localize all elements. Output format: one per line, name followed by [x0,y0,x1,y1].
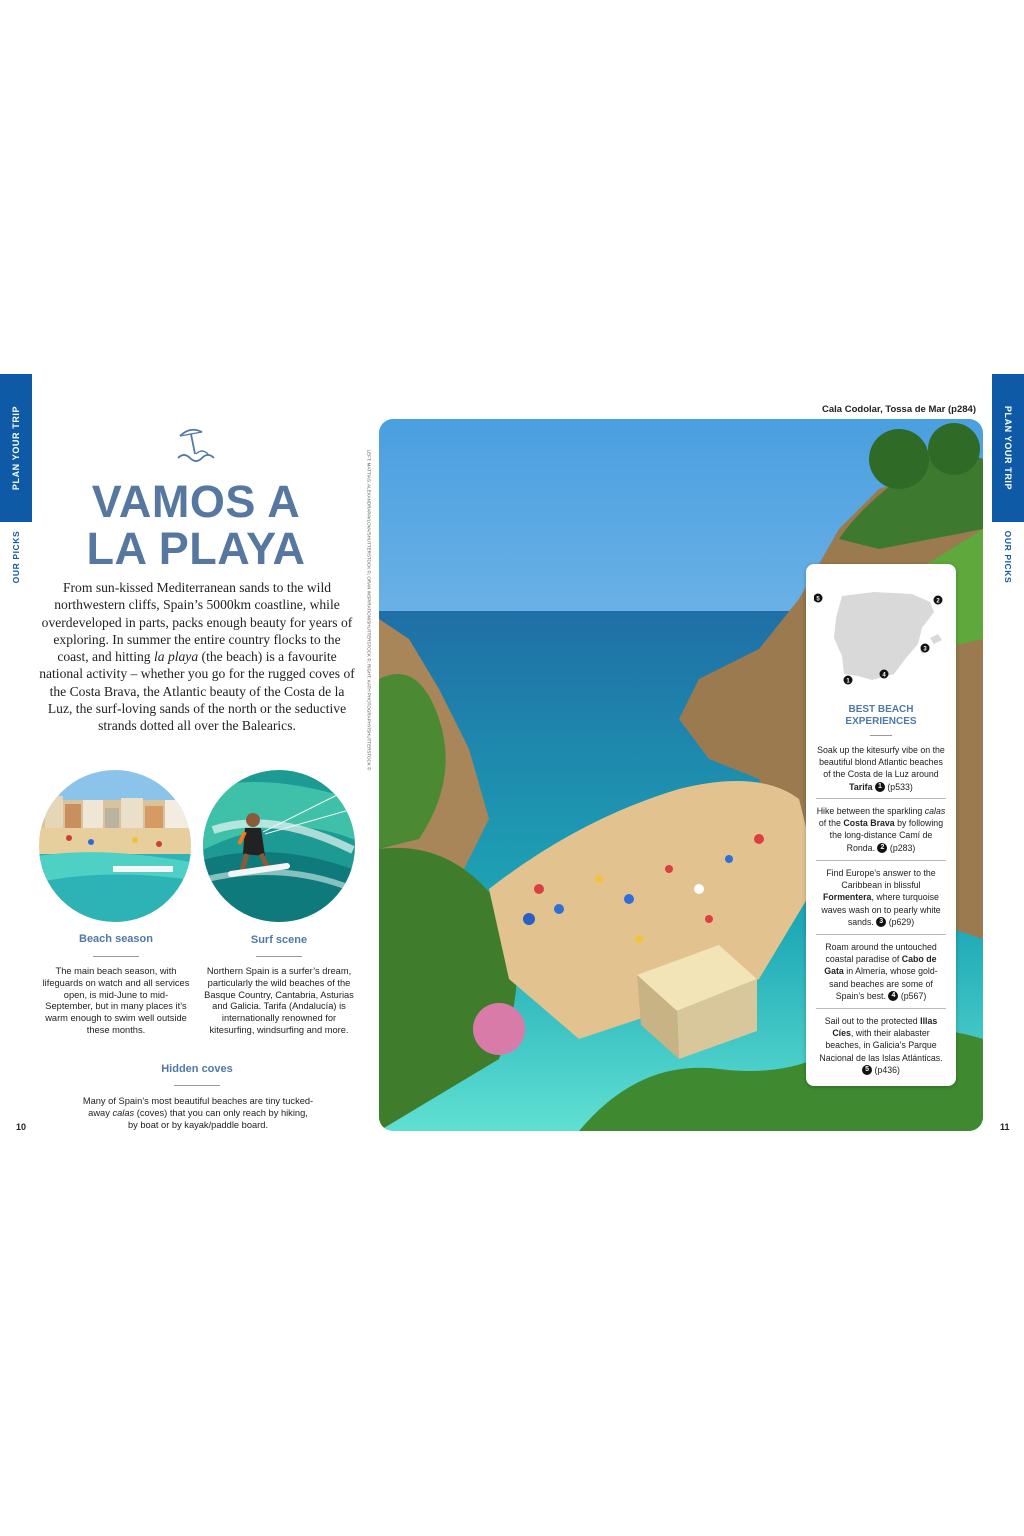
photo-credit [364,440,374,780]
number-badge-icon: 1 [875,782,885,792]
number-badge-icon: 5 [862,1065,872,1075]
experience-page-ref: (p283) [887,842,916,853]
map-marker-label: 2 [936,598,940,605]
experience-item [816,744,946,793]
side-tab-left [0,374,32,522]
experience-text: Roam around the untouched coastal paradise of [825,942,937,965]
map-marker-label: 5 [816,596,820,603]
title-line-1: VAMOS A [91,476,301,527]
experience-text: of the [818,818,844,829]
experience-item [816,867,946,928]
box-title-line-1: BEST BEACH [848,704,914,715]
side-tab-label: PLAN YOUR TRIP [11,405,21,491]
divider [174,1085,220,1086]
experience-text: in Almería, whose gold-sand beaches are some of Spain’s best. [829,966,938,1001]
side-tab-label: PLAN YOUR TRIP [1003,405,1013,491]
beach-umbrella-icon [176,424,216,462]
number-badge-icon: 4 [888,991,898,1001]
intro-paragraph [38,579,356,735]
divider [870,735,892,736]
experience-place: Costa Brava [843,818,895,829]
divider [816,860,946,861]
map-marker-label: 3 [923,646,927,653]
box-title-line-2: EXPERIENCES [845,716,917,727]
experience-text: , with their alabaster beaches, in Galicia’s Parque Nacional de las Islas Atlánticas. [819,1028,943,1063]
number-badge-icon: 3 [876,917,886,927]
side-sub-label: OUR PICKS [11,530,21,584]
experience-page-ref: (p436) [872,1064,900,1075]
side-tab-right [992,374,1024,522]
divider [93,956,139,957]
divider [816,1008,946,1009]
experience-text: Soak up the kitesurfy vibe on the beautiful blond Atlantic beaches of the Costa de la Luz around [817,745,945,780]
title-line-2: LA PLAYA [86,523,306,574]
box-title [806,704,956,728]
photo-caption: Cala Codolar, Tossa de Mar (p284) [822,404,976,415]
spain-map [814,578,950,692]
intro-italic: la playa [153,649,199,665]
map-marker-label: 1 [846,678,850,685]
experience-item [816,941,946,1002]
experience-item [816,1015,946,1076]
best-beach-experiences-box [806,564,956,1086]
hidden-coves-heading: Hidden coves [161,1063,233,1075]
experience-page-ref: (p629) [886,916,915,927]
hidden-coves-italic: calas [112,1107,135,1118]
side-sub-right [992,522,1024,592]
side-sub-label: OUR PICKS [1003,530,1013,584]
divider [256,956,302,957]
divider [816,798,946,799]
experience-italic: calas [924,806,946,816]
experience-text: , where turquoise waves wash on to pearly white sands. [821,892,941,927]
experience-page-ref: (p567) [898,990,927,1001]
beach-season-body: The main beach season, with lifeguards on watch and all services open, is mid-June to mid-September, but in many places it’s warm enough to swim well outside these months. [42,966,190,1035]
number-badge-icon: 2 [877,843,887,853]
side-sub-left [0,522,32,592]
kitesurfer-photo [203,770,355,922]
experience-place: Cabo de Gata [824,954,937,977]
divider [816,934,946,935]
map-marker-label: 4 [882,672,886,679]
beach-town-photo [39,770,191,922]
surf-scene-heading: Surf scene [250,934,308,946]
experience-text: Sail out to the protected [824,1016,921,1026]
experience-place: Formentera [823,892,872,903]
surf-scene-body: Northern Spain is a surfer’s dream, particularly the wild beaches of the Basque Country, Cantabria, Asturias and Galicia. Tarifa (Andalucía) is internationally renowned for kitesurfing, windsurfing and more. [204,966,354,1035]
page-number-left: 10 [16,1122,27,1132]
hidden-coves-body [82,1096,314,1131]
beach-season-heading: Beach season [79,933,153,945]
hidden-coves-text-end: (coves) that you can only reach by hiking, by boat or by kayak/paddle board. [127,1107,308,1130]
page-number-right: 11 [1000,1122,1010,1132]
experience-item [816,805,946,854]
intro-text-end: (the beach) is a favourite national activity – whether you go for the rugged coves of the Costa Brava, the Atlantic beauty of the Costa de la Luz, the surf-loving sands of the north or the seductive strands dotted all over the Balearics. [39,649,355,734]
experience-page-ref: (p533) [884,781,913,792]
page-title [40,478,352,572]
experience-place: Illas Cíes [832,1016,938,1039]
photo-credit-text: LEFT: MATTIAS. ALEXANDRAPAVLOVA/SHUTTERSTOCK ©; ORAN INSPIRATION/SHUTTERSTOCK ©; RIGHT: KATH PHOTOGRAPHY/SHUTTERSTOCK © [366,449,372,771]
experience-text: Find Europe’s answer to the Caribbean in blissful [826,868,936,891]
experience-text: Hike between the sparkling [816,806,925,816]
intro-text: From sun-kissed Mediterranean sands to the wild northwestern cliffs, Spain’s 5000km coastline, while overdeveloped in parts, packs enough beauty for years of exploring. In summer the entire country flocks to the coast, and hitting [41,580,353,665]
experience-place: Tarifa [849,781,873,792]
hidden-coves-text: Many of Spain’s most beautiful beaches are tiny tucked-away [82,1096,314,1118]
experience-text: by following the long-distance Camí de Ronda. [829,818,944,853]
